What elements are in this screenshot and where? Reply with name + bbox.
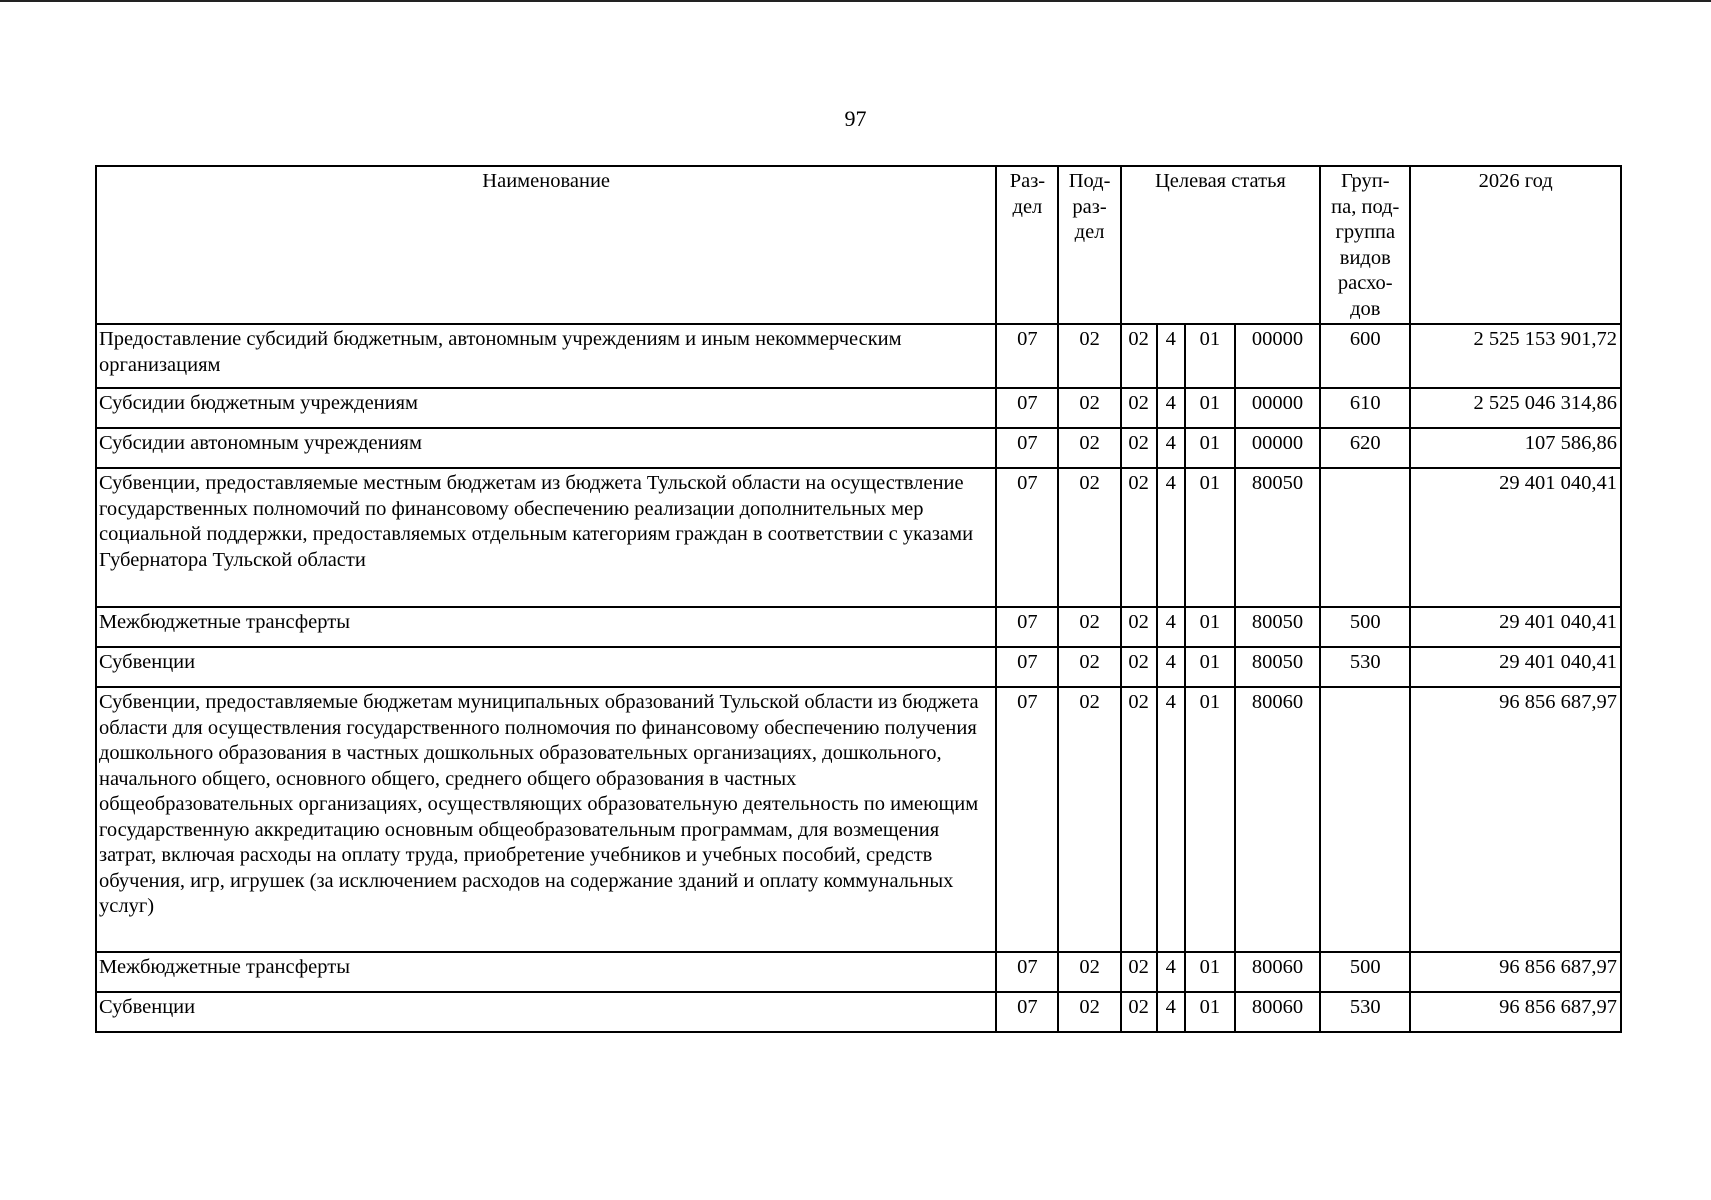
row-target-type: 4: [1157, 952, 1185, 992]
row-target-type: 4: [1157, 607, 1185, 647]
table-row: [96, 428, 1621, 468]
row-expense-group: 600: [1320, 324, 1410, 388]
header-name: Наименование: [96, 166, 996, 324]
row-razdel: 07: [996, 952, 1058, 992]
row-target-subprogram: 01: [1185, 468, 1235, 607]
header-podrazdel: [1058, 166, 1120, 324]
page-number: 97: [844, 106, 867, 131]
row-razdel: 07: [996, 687, 1058, 952]
row-target-subprogram: 01: [1185, 647, 1235, 687]
row-name: Предоставление субсидий бюджетным, автономным учреждениям и иным некоммерческим организациям: [96, 324, 996, 388]
row-amount: 2 525 153 901,72: [1410, 324, 1621, 388]
row-target-program: 02: [1121, 428, 1157, 468]
row-target-direction: 00000: [1235, 324, 1320, 388]
row-name: Субвенции: [96, 647, 996, 687]
row-expense-group: [1320, 687, 1410, 952]
row-target-type: 4: [1157, 687, 1185, 952]
row-target-subprogram: 01: [1185, 388, 1235, 428]
row-target-type: 4: [1157, 647, 1185, 687]
table-row: [96, 388, 1621, 428]
row-podrazdel: 02: [1058, 428, 1120, 468]
row-amount: 96 856 687,97: [1410, 952, 1621, 992]
row-target-subprogram: 01: [1185, 992, 1235, 1032]
row-target-subprogram: 01: [1185, 687, 1235, 952]
header-razdel-text: Раз- дел: [1009, 170, 1046, 218]
row-amount: 29 401 040,41: [1410, 468, 1621, 607]
row-name: Субсидии бюджетным учреждениям: [96, 388, 996, 428]
row-razdel: 07: [996, 428, 1058, 468]
row-name: Субвенции, предоставляемые бюджетам муниципальных образований Тульской области из бюджета области для осуществления государственного полномочия по финансовому обеспечению получения дошкольного образования в частных дошкольных образовательных организациях, дошкольного, начального общего, основного общего, среднего общего образования в частных общеобразовательных организациях, осуществляющих образовательную деятельность по имеющим государственную аккредитацию основным общеобразовательным программам, для возмещения затрат, включая расходы на оплату труда, приобретение учебников и учебных пособий, средств обучения, игр, игрушек (за исключением расходов на содержание зданий и оплату коммунальных услуг): [96, 687, 996, 952]
row-target-direction: 80050: [1235, 607, 1320, 647]
row-target-program: 02: [1121, 687, 1157, 952]
row-expense-group: 500: [1320, 952, 1410, 992]
row-target-direction: 80060: [1235, 952, 1320, 992]
row-target-direction: 00000: [1235, 388, 1320, 428]
row-podrazdel: 02: [1058, 992, 1120, 1032]
row-target-type: 4: [1157, 388, 1185, 428]
row-podrazdel: 02: [1058, 647, 1120, 687]
row-razdel: 07: [996, 992, 1058, 1032]
row-target-program: 02: [1121, 468, 1157, 607]
table-row: [96, 468, 1621, 607]
row-target-direction: 80060: [1235, 992, 1320, 1032]
table-row: [96, 687, 1621, 952]
table-row: [96, 992, 1621, 1032]
row-name: Субвенции: [96, 992, 996, 1032]
row-expense-group: [1320, 468, 1410, 607]
table-row: [96, 647, 1621, 687]
row-amount: 29 401 040,41: [1410, 607, 1621, 647]
row-razdel: 07: [996, 647, 1058, 687]
row-target-direction: 80050: [1235, 647, 1320, 687]
row-target-subprogram: 01: [1185, 607, 1235, 647]
table-row: [96, 324, 1621, 388]
row-target-type: 4: [1157, 428, 1185, 468]
row-target-program: 02: [1121, 647, 1157, 687]
row-expense-group: 530: [1320, 992, 1410, 1032]
header-year: 2026 год: [1410, 166, 1621, 324]
row-expense-group: 500: [1320, 607, 1410, 647]
header-target-article: Целевая статья: [1121, 166, 1321, 324]
row-podrazdel: 02: [1058, 324, 1120, 388]
row-target-type: 4: [1157, 468, 1185, 607]
header-expense-group: [1320, 166, 1410, 324]
row-name: Субсидии автономным учреждениям: [96, 428, 996, 468]
row-target-program: 02: [1121, 388, 1157, 428]
budget-table: [95, 165, 1622, 1033]
row-name: Межбюджетные трансферты: [96, 952, 996, 992]
row-podrazdel: 02: [1058, 468, 1120, 607]
header-razdel: [996, 166, 1058, 324]
row-target-direction: 80050: [1235, 468, 1320, 607]
row-expense-group: 620: [1320, 428, 1410, 468]
row-target-program: 02: [1121, 952, 1157, 992]
row-target-program: 02: [1121, 607, 1157, 647]
row-target-type: 4: [1157, 992, 1185, 1032]
header-expense-group-text: Груп- па, под- группа видов расхо- дов: [1331, 170, 1400, 320]
table-row: [96, 607, 1621, 647]
row-podrazdel: 02: [1058, 687, 1120, 952]
row-target-program: 02: [1121, 324, 1157, 388]
row-amount: 96 856 687,97: [1410, 992, 1621, 1032]
row-target-subprogram: 01: [1185, 428, 1235, 468]
row-target-type: 4: [1157, 324, 1185, 388]
row-podrazdel: 02: [1058, 388, 1120, 428]
row-amount: 2 525 046 314,86: [1410, 388, 1621, 428]
row-target-subprogram: 01: [1185, 952, 1235, 992]
row-podrazdel: 02: [1058, 607, 1120, 647]
table-row: [96, 952, 1621, 992]
row-expense-group: 610: [1320, 388, 1410, 428]
row-target-direction: 80060: [1235, 687, 1320, 952]
row-amount: 96 856 687,97: [1410, 687, 1621, 952]
row-target-direction: 00000: [1235, 428, 1320, 468]
row-expense-group: 530: [1320, 647, 1410, 687]
page-top-border: [0, 0, 1711, 2]
row-name: Субвенции, предоставляемые местным бюджетам из бюджета Тульской области на осуществление государственных полномочий по финансовому обеспечению реализации дополнительных мер социальной поддержки, предоставляемых отдельным категориям граждан в соответствии с указами Губернатора Тульской области: [96, 468, 996, 607]
table-header-row: [96, 166, 1621, 324]
row-podrazdel: 02: [1058, 952, 1120, 992]
header-podrazdel-text: Под- раз- дел: [1068, 170, 1111, 243]
row-amount: 107 586,86: [1410, 428, 1621, 468]
row-razdel: 07: [996, 388, 1058, 428]
row-razdel: 07: [996, 607, 1058, 647]
row-target-program: 02: [1121, 992, 1157, 1032]
row-amount: 29 401 040,41: [1410, 647, 1621, 687]
row-name: Межбюджетные трансферты: [96, 607, 996, 647]
row-razdel: 07: [996, 468, 1058, 607]
row-target-subprogram: 01: [1185, 324, 1235, 388]
row-razdel: 07: [996, 324, 1058, 388]
